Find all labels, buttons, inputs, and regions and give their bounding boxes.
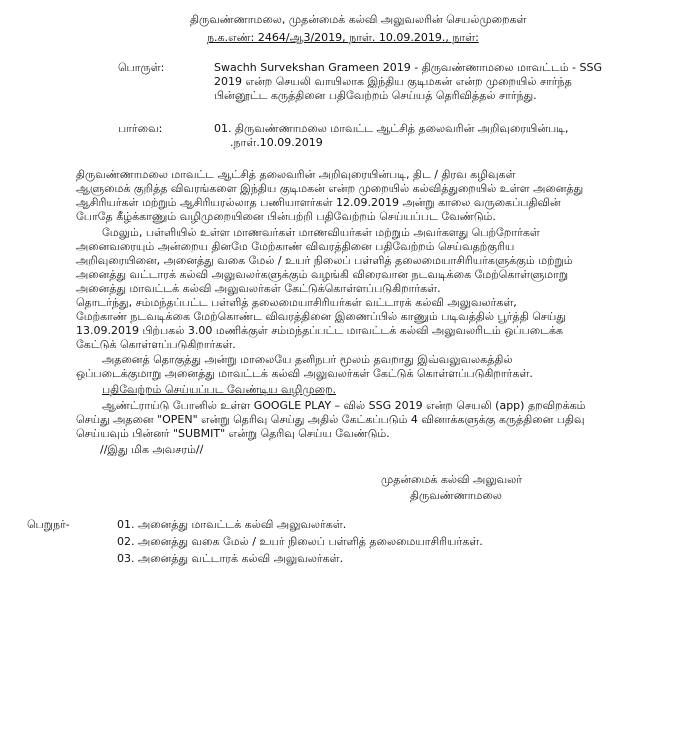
recipient-item: 02. அனைத்து வகை மேல் / உயர் நிலைப் பள்ளித் தலைமையாசிரியர்கள்.: [117, 535, 483, 548]
paragraph-line: கேட்டுக் கொள்ளப்படுகிறார்கள்.: [76, 338, 236, 351]
paragraph-line: 13.09.2019 பிற்பகல் 3.00 மணிக்குள் சம்மந்தப்பட்ட மாவட்டக் கல்வி அலுவலரிடம் ஒப்படைக்க: [76, 324, 564, 337]
reference-line: 01. திருவண்ணாமலை மாவட்ட ஆட்சித் தலைவரின் அறிவுரையின்படி,: [214, 122, 569, 135]
reference-line: .நாள்.10.09.2019: [230, 136, 323, 149]
subject-text: [214, 61, 602, 103]
subject-label: பொருள்:: [118, 61, 165, 74]
paragraph-line: மேற்காண் நடவடிக்கை மேற்கொண்ட விவரத்தினை இணைப்பில் காணும் படிவத்தில் பூர்த்தி செய்து: [76, 310, 566, 323]
paragraph-line: திருவண்ணாமலை மாவட்ட ஆட்சித் தலைவரின் அறிவுரையின்படி, திட / திரவ கழிவுகள்: [76, 168, 516, 181]
paragraph-line: அனைத்து மாவட்டக் கல்வி அலுவலர்கள் கேட்டுக்கொள்ளப்படுகிறார்கள்.: [76, 282, 441, 295]
subject-line: பின்னூட்ட கருத்தினை பதிவேற்றம் செய்யத் தெரிவித்தல் சார்ந்து.: [214, 89, 537, 102]
procedure-line: ஆண்ட்ராய்டு போனில் உள்ள GOOGLE PLAY – வில் SSG 2019 என்ற செயலி (app) தறவிறக்கம்: [102, 399, 586, 412]
procedure-line: செய்யவும் பின்னர் "SUBMIT" என்று தெரிவு செய்ய வேண்டும்.: [76, 427, 390, 440]
body-paragraph-1: [76, 168, 583, 224]
paragraph-line: போதே கீழ்க்காணும் வழிமுறையினை பின்பற்றி பதிவேற்றம் செய்யப்பட வேண்டும்.: [76, 210, 496, 223]
reference-text: [214, 122, 568, 150]
recipient-item: 03. அனைத்து வட்டாரக் கல்வி அலுவலர்கள்.: [117, 552, 344, 565]
recipient-item: 01. அனைத்து மாவட்டக் கல்வி அலுவலர்கள்.: [117, 518, 347, 531]
paragraph-line: அறிவுரையினை, அனைத்து வகை மேல் / உயர் நிலைப் பள்ளித் தலைமையாசிரியர்களுக்கும் மற்றும்: [76, 254, 573, 267]
paragraph-line: அனைவரையும் அன்றைய தினமே மேற்காண் விவரத்தினை பதிவேற்றம் செய்வதற்குரிய: [76, 240, 515, 253]
signatory-title: முதன்மைக் கல்வி அலுவலர்: [381, 473, 522, 486]
body-paragraph-4: [76, 353, 533, 381]
procedure-line: செய்து அதனை "OPEN" என்று தெரிவு செய்து அதில் கேட்கப்படும் 4 வினாக்களுக்கு கருத்தினை பதிவு: [76, 413, 585, 426]
procedure-heading: பதிவேற்றம் செய்யப்பட வேண்டிய வழிமுறை.: [102, 383, 336, 396]
paragraph-line: ஆளுமைக் குறித்த விவரங்களை இந்திய குடிமகன் என்ற முறையில் கல்வித்துறையில் உள்ள அனைத்து: [76, 182, 584, 195]
paragraph-line: ஆசிரியர்கள் மற்றும் ஆசிரியரல்லாத பணியாளர்கள் 12.09.2019 அன்று காலை வருகைப்பதிவின்: [76, 196, 561, 209]
paragraph-line: தொடர்ந்து, சம்மந்தப்பட்ட பள்ளித் தலைமையாசிரியர்கள் வட்டாரக் கல்வி அலுவலர்கள்,: [76, 296, 517, 309]
reference-number: ந.க.எண்: 2464/ஆ3/2019, நாள். 10.09.2019., நாள்:: [207, 31, 479, 44]
paragraph-line: அதனைத் தொகுத்து அன்று மாலையே தனிநபர் மூலம் தவறாது இவ்வலுவலகத்தில்: [102, 353, 513, 366]
recipients-list: [117, 518, 483, 566]
paragraph-line: மேலும், பள்ளியில் உள்ள மாணவர்கள் மாணவியர்கள் மற்றும் அவர்களது பெற்றோர்கள்: [102, 226, 540, 239]
reference-label: பார்வை:: [118, 122, 163, 135]
recipients-label: பெறுநர்-: [27, 518, 70, 531]
paragraph-line: அனைத்து வட்டாரக் கல்வி அலுவலர்களுக்கும் வழங்கி விரைவான நடவடிக்கை மேற்கொள்ளுமாறு: [76, 268, 569, 281]
subject-line: 2019 என்ற செயலி வாயிலாக இந்திய குடிமகன் என்ற முறையில் சார்ந்த: [214, 75, 572, 88]
signatory-place: திருவண்ணாமலை: [410, 489, 502, 502]
urgent-note: //இது மிக அவசரம்//: [100, 443, 204, 456]
paragraph-line: ஒப்படைக்குமாறு அனைத்து மாவட்டக் கல்வி அலுவலர்கள் கேட்டுக் கொள்ளப்படுகிறார்கள்.: [76, 367, 533, 380]
body-paragraph-2: [76, 226, 573, 296]
subject-line: Swachh Survekshan Grameen 2019 - திருவண்ணாமலை மாவட்டம் - SSG: [214, 61, 603, 74]
procedure-steps: [76, 399, 586, 441]
body-paragraph-3: [76, 296, 566, 352]
office-heading: திருவண்ணாமலை, முதன்மைக் கல்வி அலுவலரின் செயல்முறைகள்: [190, 13, 527, 26]
